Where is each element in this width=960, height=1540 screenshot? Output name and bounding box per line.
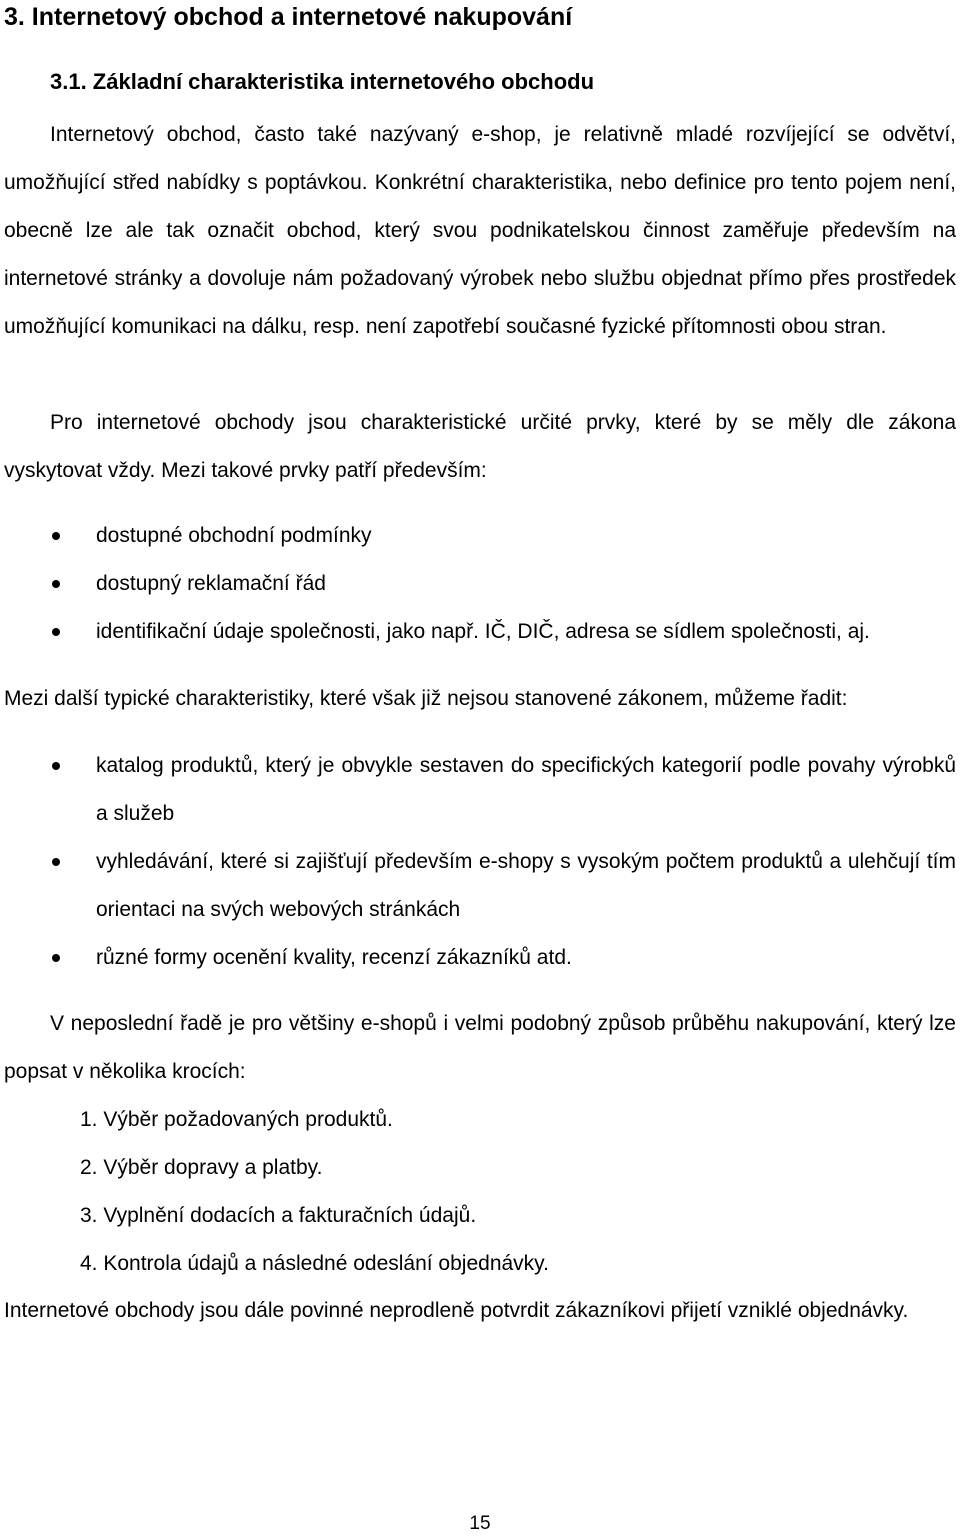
bullet-icon [52,954,60,962]
list-item-text: různé formy ocenění kvality, recenzí zákazníků atd. [96,946,572,969]
list-item-text: katalog produktů, který je obvykle sestaven do specifických kategorií podle povahy výrobků a služeb [96,754,956,825]
list-item [0,608,960,656]
list-item [0,742,960,838]
chapter-heading: 3. Internetový obchod a internetové nakupování [4,3,573,31]
list-item [0,560,960,608]
list-item-text: dostupný reklamační řád [96,572,326,595]
step-item: 4. Kontrola údajů a následné odeslání objednávky. [80,1252,549,1275]
paragraph-legal-elements: Pro internetové obchody jsou charakteristické určité prvky, které by se měly dle zákona vyskytovat vždy. Mezi takové prvky patří především: [4,411,956,482]
page-number: 15 [469,1513,491,1534]
paragraph-other-characteristics: Mezi další typické charakteristiky, které však již nejsou stanovené zákonem, můžeme řadit: [4,687,848,710]
shopping-steps-list [80,1096,549,1288]
section-heading: 3.1. Základní charakteristika internetového obchodu [50,69,595,94]
bullet-icon [52,628,60,636]
paragraph-order-confirmation: Internetové obchody jsou dále povinné neprodleně potvrdit zákazníkovi přijetí vzniklé objednávky. [4,1299,909,1322]
list-item [0,934,960,982]
legal-elements-list [0,512,960,656]
other-characteristics-list [0,742,960,982]
paragraph-intro: Internetový obchod, často také nazývaný e-shop, je relativně mladé rozvíjející se odvětví, umožňující střed nabídky s poptávkou. Konkrétní charakteristika, nebo definice pro tento pojem není, obecně lze ale tak označit obchod, který svou podnikatelskou činnost zaměřuje především na internetové stránky a dovoluje nám požadovaný výrobek nebo službu objednat přímo přes prostředek umožňující komunikaci na dálku, resp. není zapotřebí současné fyzické přítomnosti obou stran. [4,123,956,338]
bullet-icon [52,532,60,540]
bullet-icon [52,858,60,866]
list-item [0,512,960,560]
list-item-text: vyhledávání, které si zajišťují především e-shopy s vysokým počtem produktů a ulehčují tím orientaci na svých webových stránkách [96,850,956,921]
step-item: 3. Vyplnění dodacích a fakturačních údajů. [80,1204,477,1227]
list-item-text: dostupné obchodní podmínky [96,524,372,547]
list-item [0,838,960,934]
bullet-icon [52,580,60,588]
list-item-text: identifikační údaje společnosti, jako např. IČ, DIČ, adresa se sídlem společnosti, aj. [96,620,870,643]
bullet-icon [52,762,60,770]
step-item: 1. Výběr požadovaných produktů. [80,1108,393,1131]
paragraph-shopping-process: V neposlední řadě je pro většiny e-shopů i velmi podobný způsob průběhu nakupování, který lze popsat v několika krocích: [4,1012,956,1083]
step-item: 2. Výběr dopravy a platby. [80,1156,323,1179]
